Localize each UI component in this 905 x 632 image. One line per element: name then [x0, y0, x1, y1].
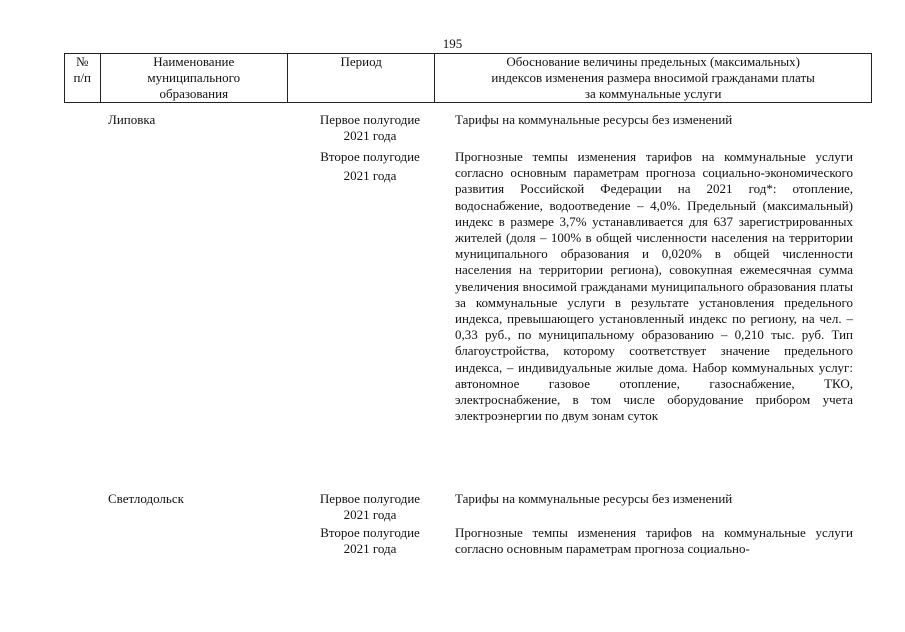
period-line: Первое полугодие [319, 491, 421, 506]
header-number [65, 54, 101, 103]
period-first-half [305, 491, 435, 523]
justification-text: Прогнозные темпы изменения тарифов на коммунальные услуги согласно основным параметрам прогноза социально-экономического развития Российской Федерации на 2021 год*: отопление, водоснабжение, водоотведение – 4,0%. Предельный (максимальный) индекс в размере 3,7% устанавливается для 637 зарегистрированных жителей (доля – 100% в общей численности населения на территории муниципального образования и 0,020% в общей численности населения на территории региона), совокупная ежемесячная сумма увеличения вносимой гражданами муниципального образования платы за коммунальные услуги в результате установления предельного индекса, превышающего установленный индекс по региону, на чел. – 0,33 руб., по муниципальному образованию – 0,210 тыс. руб. Тип благоустройства, которому соответствует значение предельного индекса, – индивидуальные жилые дома. Набор коммунальных услуг: автономное газовое отопление, газоснабжение, ТКО, электроснабжение, в том числе оборудование прибором учета электроэнергии по двум зонам суток [455, 149, 853, 424]
header-municipality-line: образования [159, 86, 229, 101]
header-municipality [100, 54, 288, 103]
period-line: Первое полугодие [319, 112, 421, 127]
header-municipality-line: Наименование [153, 54, 235, 69]
period-second-half [305, 149, 435, 184]
header-justification-line: Обоснование величины предельных (максимальных) [506, 54, 800, 69]
period-line: 2021 года [343, 541, 397, 557]
period-second-half [305, 525, 435, 557]
period-line: 2021 года [343, 128, 397, 144]
justification-text: Тарифы на коммунальные ресурсы без изменений [455, 491, 733, 506]
page-number: 195 [442, 36, 463, 51]
header-period-label: Период [340, 54, 382, 69]
header-justification [435, 54, 872, 103]
header-period [288, 54, 435, 103]
justification-text: Прогнозные темпы изменения тарифов на коммунальные услуги согласно основным параметрам прогноза социально- [455, 525, 853, 557]
period-line: 2021 года [343, 168, 397, 184]
period-line: Второе полугодие [320, 149, 420, 164]
header-number-line: п/п [73, 70, 92, 85]
header-municipality-line: муниципального [147, 70, 241, 85]
municipality-name: Липовка [108, 112, 156, 127]
header-number-line: № [76, 54, 89, 69]
justification-text: Тарифы на коммунальные ресурсы без изменений [455, 112, 733, 127]
municipality-name: Светлодольск [108, 491, 184, 506]
header-justification-line: индексов изменения размера вносимой гражданами платы [491, 70, 815, 85]
table-header [64, 53, 872, 103]
period-line: Второе полугодие [320, 525, 420, 540]
period-first-half [305, 112, 435, 144]
period-line: 2021 года [343, 507, 397, 523]
header-justification-line: за коммунальные услуги [584, 86, 722, 101]
